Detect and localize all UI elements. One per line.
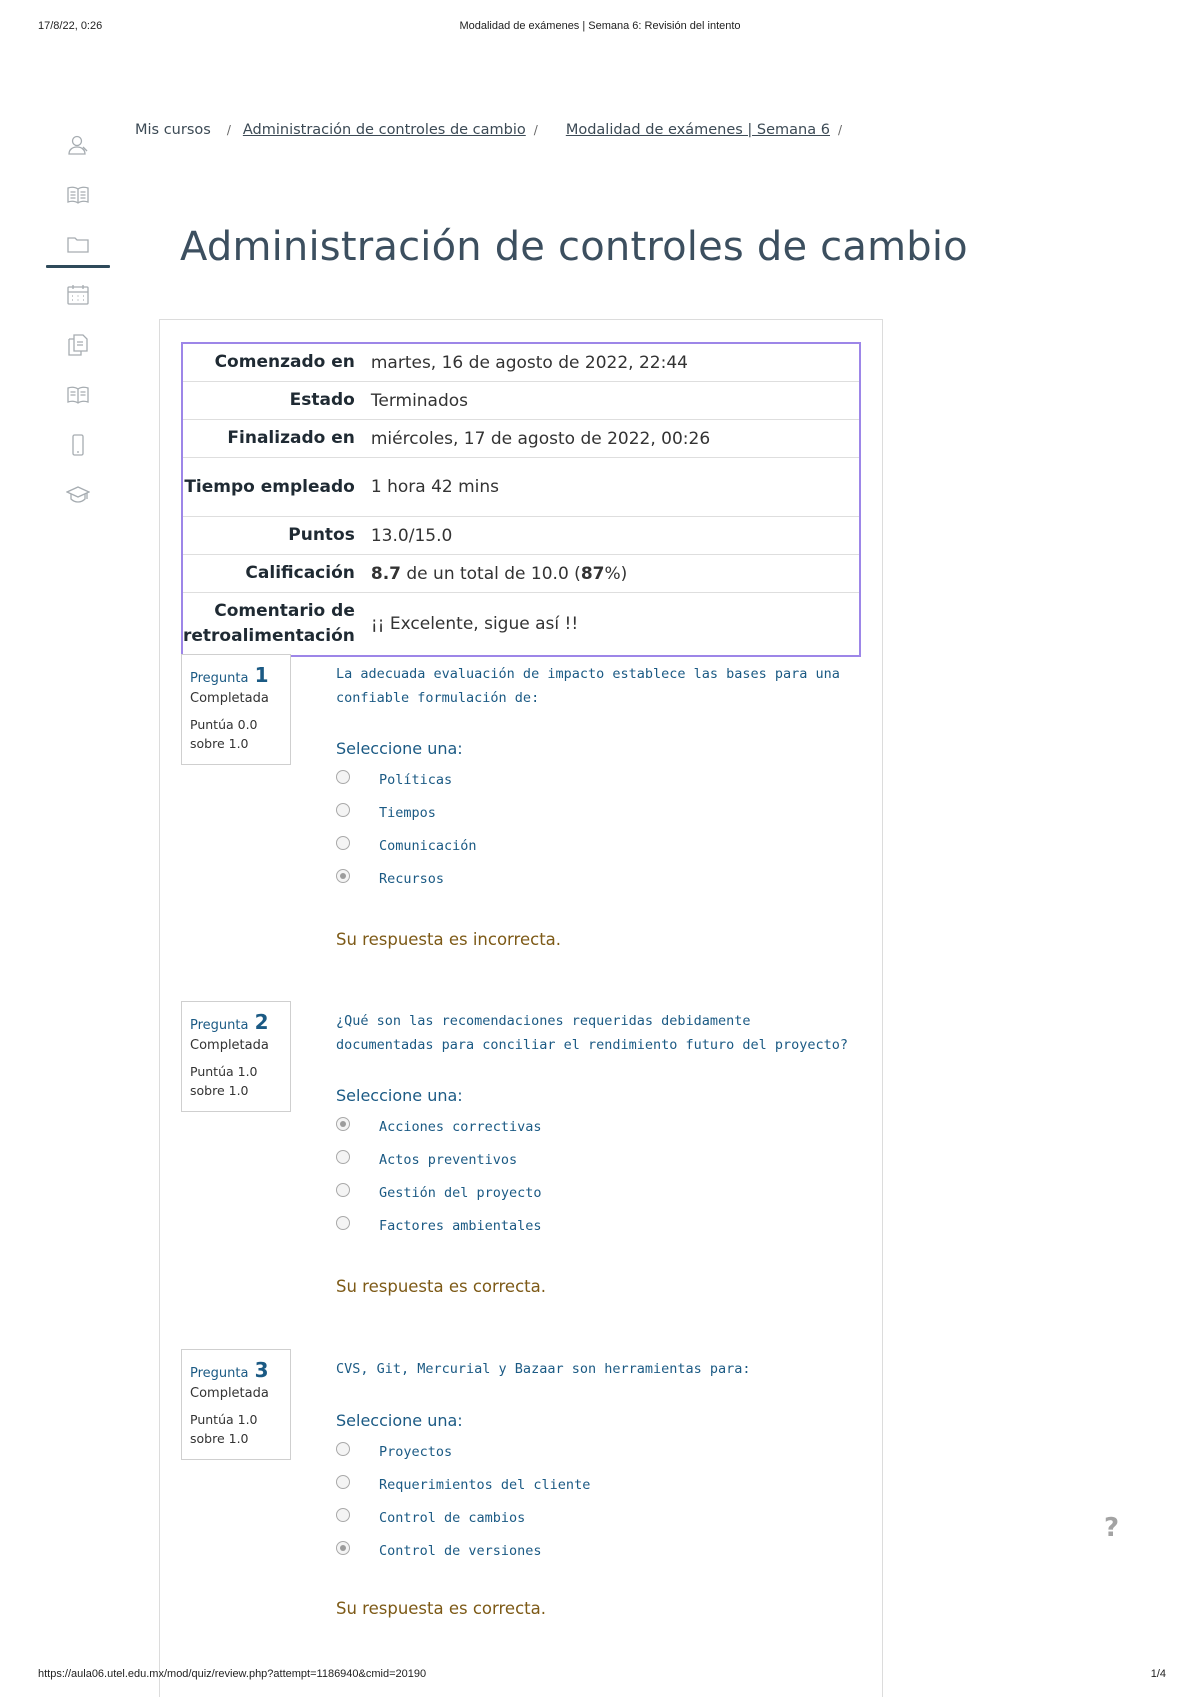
question-grade-line2: sobre 1.0 — [190, 1431, 249, 1446]
radio-button[interactable] — [336, 1216, 350, 1230]
answer-feedback: Su respuesta es correcta. — [336, 1599, 546, 1618]
question-grade-line1: Puntúa 1.0 — [190, 1064, 258, 1079]
summary-value — [363, 555, 860, 593]
attempt-summary-table — [181, 342, 861, 657]
mobile-icon — [66, 433, 90, 457]
answer-label: Recursos — [379, 870, 445, 887]
question-label: Pregunta — [190, 1366, 249, 1381]
summary-label: Comentario de retroalimentación — [182, 593, 363, 657]
question-info-box — [181, 1349, 291, 1460]
question-grade-line2: sobre 1.0 — [190, 1083, 249, 1098]
summary-value: miércoles, 17 de agosto de 2022, 00:26 — [363, 420, 860, 458]
question-number-value: 3 — [254, 1358, 269, 1382]
book-icon — [66, 183, 90, 207]
radio-button[interactable] — [336, 836, 350, 850]
summary-label: Estado — [182, 382, 363, 420]
answer-label: Factores ambientales — [379, 1217, 542, 1234]
radio-button[interactable] — [336, 770, 350, 784]
answer-label: Control de versiones — [379, 1542, 542, 1559]
radio-button-selected[interactable] — [336, 869, 350, 883]
question-number — [190, 663, 282, 687]
grade-value: 8.7 — [370, 563, 401, 584]
grade-percent-suffix: %) — [604, 563, 628, 584]
question-grade — [190, 1062, 282, 1100]
radio-button-selected[interactable] — [336, 1117, 350, 1131]
radio-button[interactable] — [336, 1508, 350, 1522]
calendar-icon — [66, 283, 90, 307]
question-state: Completada — [190, 691, 269, 706]
summary-label: Puntos — [182, 517, 363, 555]
sidebar-item-documents[interactable] — [44, 320, 112, 370]
radio-button[interactable] — [336, 1475, 350, 1489]
summary-row — [182, 382, 860, 420]
summary-row — [182, 517, 860, 555]
question-number-value: 1 — [254, 663, 269, 687]
summary-row — [182, 343, 860, 382]
question-text: La adecuada evaluación de impacto establece las bases para una confiable formulación de: — [336, 666, 840, 706]
summary-row — [182, 555, 860, 593]
left-sidebar — [44, 120, 112, 520]
sidebar-item-profile[interactable] — [44, 120, 112, 170]
answer-feedback: Su respuesta es correcta. — [336, 1277, 546, 1296]
summary-label: Tiempo empleado — [182, 458, 363, 517]
answer-label: Políticas — [379, 771, 453, 788]
graduation-cap-icon — [66, 483, 90, 507]
sidebar-item-calendar[interactable] — [44, 270, 112, 320]
print-doc-title: Modalidad de exámenes | Semana 6: Revisión del intento — [459, 20, 741, 32]
question-grade — [190, 715, 282, 753]
breadcrumb-course-link[interactable]: Administración de controles de cambio — [242, 122, 526, 138]
radio-button[interactable] — [336, 1442, 350, 1456]
answer-feedback: Su respuesta es incorrecta. — [336, 930, 562, 949]
answer-label: Acciones correctivas — [379, 1118, 542, 1135]
documents-icon — [66, 333, 90, 357]
answer-option[interactable] — [336, 1110, 542, 1143]
answer-list — [336, 1435, 590, 1567]
answer-option[interactable] — [336, 763, 477, 796]
radio-button[interactable] — [336, 803, 350, 817]
summary-value: 13.0/15.0 — [363, 517, 860, 555]
question-grade — [190, 1410, 282, 1448]
print-page-number: 1/4 — [1150, 1668, 1166, 1680]
grade-percent: 87 — [580, 563, 605, 584]
grade-text: de un total de 10.0 ( — [400, 563, 581, 584]
answer-option[interactable] — [336, 796, 477, 829]
summary-label: Finalizado en — [182, 420, 363, 458]
question-text: CVS, Git, Mercurial y Bazaar son herramientas para: — [336, 1361, 751, 1377]
answer-list — [336, 763, 477, 895]
breadcrumb-separator: / — [226, 123, 231, 137]
answer-option[interactable] — [336, 1209, 542, 1242]
question-number — [190, 1010, 282, 1034]
question-grade-line1: Puntúa 0.0 — [190, 717, 258, 732]
question-text: ¿Qué son las recomendaciones requeridas debidamente documentadas para conciliar el rendimiento futuro del proyecto? — [336, 1013, 849, 1053]
answer-label: Tiempos — [379, 804, 436, 821]
answer-option[interactable] — [336, 1435, 590, 1468]
answer-label: Actos preventivos — [379, 1151, 518, 1168]
answer-option[interactable] — [336, 1468, 590, 1501]
question-state: Completada — [190, 1386, 269, 1401]
sidebar-item-courses[interactable] — [44, 170, 112, 220]
question-label: Pregunta — [190, 671, 249, 686]
question-number — [190, 1358, 282, 1382]
answer-option[interactable] — [336, 1176, 542, 1209]
folder-icon — [66, 233, 90, 257]
question-prompt: Seleccione una: — [336, 739, 463, 758]
radio-button[interactable] — [336, 1150, 350, 1164]
question-grade-line1: Puntúa 1.0 — [190, 1412, 258, 1427]
book-open-icon — [66, 383, 90, 407]
summary-label: Comenzado en — [214, 352, 355, 372]
answer-option[interactable] — [336, 1534, 590, 1567]
sidebar-item-mobile[interactable] — [44, 420, 112, 470]
summary-row — [182, 420, 860, 458]
breadcrumb — [135, 122, 854, 138]
question-state: Completada — [190, 1038, 269, 1053]
answer-label: Proyectos — [379, 1443, 453, 1460]
question-icon[interactable]: ? — [1104, 1513, 1120, 1543]
summary-value: 1 hora 42 mins — [363, 458, 860, 517]
print-url: https://aula06.utel.edu.mx/mod/quiz/review.php?attempt=1186940&cmid=20190 — [38, 1668, 427, 1680]
summary-value: martes, 16 de agosto de 2022, 22:44 — [370, 352, 688, 373]
question-number-value: 2 — [254, 1010, 269, 1034]
radio-button-selected[interactable] — [336, 1541, 350, 1555]
answer-option[interactable] — [336, 1143, 542, 1176]
breadcrumb-separator: / — [837, 123, 843, 137]
answer-list — [336, 1110, 542, 1242]
summary-value: ¡¡ Excelente, sigue así !! — [363, 593, 860, 657]
question-info-box — [181, 654, 291, 765]
answer-label: Control de cambios — [379, 1509, 526, 1526]
question-grade-line2: sobre 1.0 — [190, 736, 249, 751]
sidebar-item-files[interactable] — [44, 220, 112, 270]
answer-option[interactable] — [336, 1501, 590, 1534]
summary-value: Terminados — [363, 382, 860, 420]
question-prompt: Seleccione una: — [336, 1411, 463, 1430]
summary-label: Calificación — [182, 555, 363, 593]
answer-option[interactable] — [336, 829, 477, 862]
answer-label: Comunicación — [379, 837, 477, 854]
breadcrumb-exam-link[interactable]: Modalidad de exámenes | Semana 6 — [565, 122, 830, 138]
sidebar-item-grades[interactable] — [44, 470, 112, 520]
user-icon — [66, 133, 90, 157]
answer-label: Requerimientos del cliente — [379, 1476, 591, 1493]
print-date: 17/8/22, 0:26 — [38, 20, 103, 32]
page-title: Administración de controles de cambio — [180, 224, 968, 270]
answer-option[interactable] — [336, 862, 477, 895]
question-prompt: Seleccione una: — [336, 1086, 463, 1105]
summary-row — [182, 458, 860, 517]
breadcrumb-my-courses[interactable]: Mis cursos — [135, 122, 211, 138]
radio-button[interactable] — [336, 1183, 350, 1197]
sidebar-item-library[interactable] — [44, 370, 112, 420]
summary-row — [182, 593, 860, 657]
breadcrumb-separator: / — [533, 123, 538, 137]
question-info-box — [181, 1001, 291, 1112]
question-label: Pregunta — [190, 1018, 249, 1033]
answer-label: Gestión del proyecto — [379, 1184, 542, 1201]
